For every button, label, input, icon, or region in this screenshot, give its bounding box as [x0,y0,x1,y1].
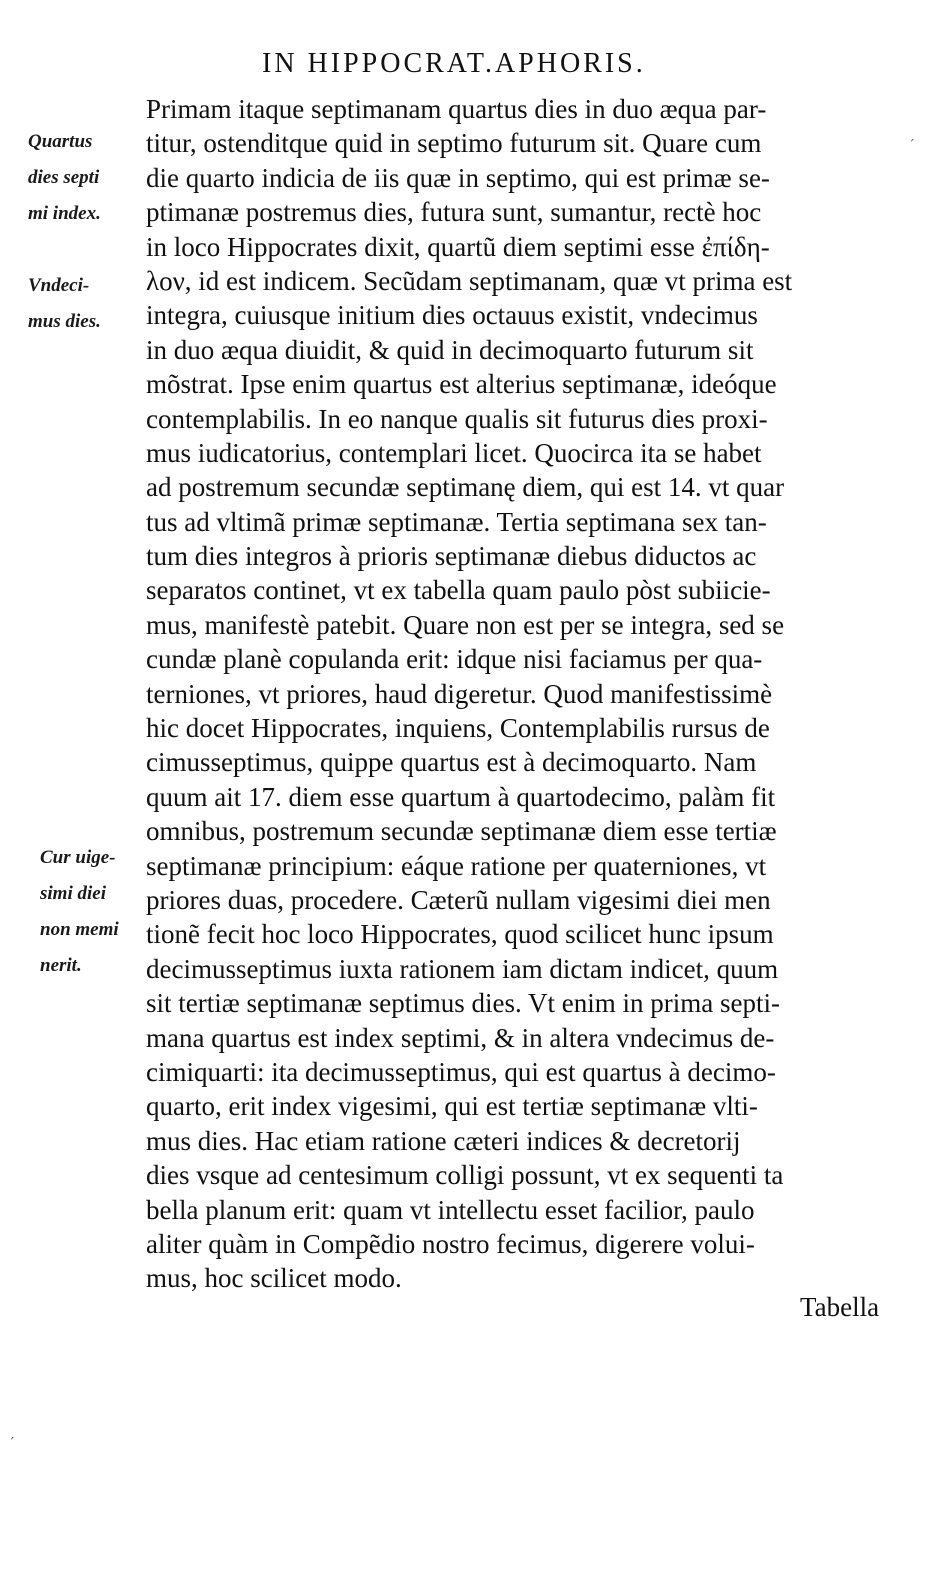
margin-note-quartus [28,124,101,232]
text-line: aliter quàm in Compẽdio nostro fecimus, digerere volui- [146,1228,755,1259]
text-line: decimusseptimus iuxta rationem iam dictam indicet, quum [146,953,779,984]
text-line: separatos continet, vt ex tabella quam paulo pòst subiicie- [146,575,771,606]
text-line: sit tertiæ septimanæ septimus dies. Vt enim in prima septi- [146,988,780,1019]
margin-note-line: dies septi [28,167,100,188]
text-line: contemplabilis. In eo nanque qualis sit futurus dies proxi- [146,403,768,434]
margin-note-vigesimi [40,840,119,984]
text-line: tus ad vltimã primæ septimanæ. Tertia septimana sex tan- [146,506,767,537]
text-line: terniones, vt priores, haud digeretur. Quod manifestissimè [146,678,773,709]
text-line: mana quartus est index septimi, & in altera vndecimus de- [146,1022,775,1053]
text-line: mus dies. Hac etiam ratione cæteri indices & decretorij [146,1125,741,1156]
text-line: Primam itaque septimanam quartus dies in duo æqua par- [146,94,767,124]
text-line: integra, cuiusque initium dies octauus existit, vndecimus [146,300,758,331]
text-line: in loco Hippocrates dixit, quartũ diem septimi esse ἐπίδη- [146,231,770,262]
text-line: cimiquarti: ita decimusseptimus, qui est quartus à decimo- [146,1056,776,1087]
main-text-block [146,92,896,1296]
text-line: omnibus, postremum secundæ septimanæ diem esse tertiæ [146,816,777,847]
text-line: priores duas, procedere. Cæterũ nullam vigesimi diei men [146,884,771,915]
text-line: titur, ostenditque quid in septimo futurum sit. Quare cum [146,128,762,159]
running-title: IN HIPPOCRAT.APHORIS. [262,48,646,79]
margin-note-vndecimus [28,268,101,340]
text-line: hic docet Hippocrates, inquiens, Contemplabilis rursus de [146,713,770,744]
catchword: Tabella [800,1292,880,1322]
margin-note-line: mi index. [28,203,101,224]
margin-note-line: non memi [40,919,119,940]
text-line: mus, manifestè patebit. Quare non est per se integra, sed se [146,609,785,640]
text-line: septimanæ principium: eáque ratione per quaterniones, vt [146,850,767,881]
text-line: quum ait 17. diem esse quartum à quartodecimo, palàm fit [146,781,776,812]
text-line: mus, hoc scilicet modo. [146,1263,402,1294]
text-line: ad postremum secundæ septimanę diem, qui est 14. vt quar [146,472,785,503]
text-line: λον, id est indicem. Secũdam septimanam, quæ vt prima est [146,265,793,296]
text-line: cimusseptimus, quippe quartus est à decimoquarto. Nam [146,747,757,778]
text-line: mõstrat. Ipse enim quartus est alterius septimanæ, ideóque [146,369,777,400]
text-line: bella planum erit: quam vt intellectu esset facilior, paulo [146,1194,755,1225]
text-line: mus iudicatorius, contemplari licet. Quocirca ita se habet [146,437,762,468]
text-line: dies vsque ad centesimum colligi possunt, vt ex sequenti ta [146,1160,784,1191]
margin-note-line: Vndeci- [28,275,90,296]
text-line: cundæ planè copulanda erit: idque nisi faciamus per qua- [146,644,763,675]
text-line: die quarto indicia de iis quæ in septimo, qui est primæ se- [146,162,770,193]
margin-note-line: mus dies. [28,311,101,332]
text-line: ptimanæ postremus dies, futura sunt, sumantur, rectè hoc [146,197,762,228]
edge-speck-icon: ˊ [908,138,915,154]
margin-note-line: simi diei [40,883,106,904]
margin-note-line: Cur uige- [40,847,116,868]
text-line: tum dies integros à prioris septimanæ diebus diductos ac [146,541,757,572]
margin-note-line: nerit. [40,955,82,976]
edge-speck-icon: ˊ [8,1436,15,1452]
margin-note-line: Quartus [28,131,93,152]
text-line: quarto, erit index vigesimi, qui est tertiæ septimanæ vlti- [146,1091,758,1122]
text-line: tionẽ fecit hoc loco Hippocrates, quod scilicet hunc ipsum [146,919,774,950]
text-line: in duo æqua diuidit, & quid in decimoquarto futurum sit [146,334,754,365]
